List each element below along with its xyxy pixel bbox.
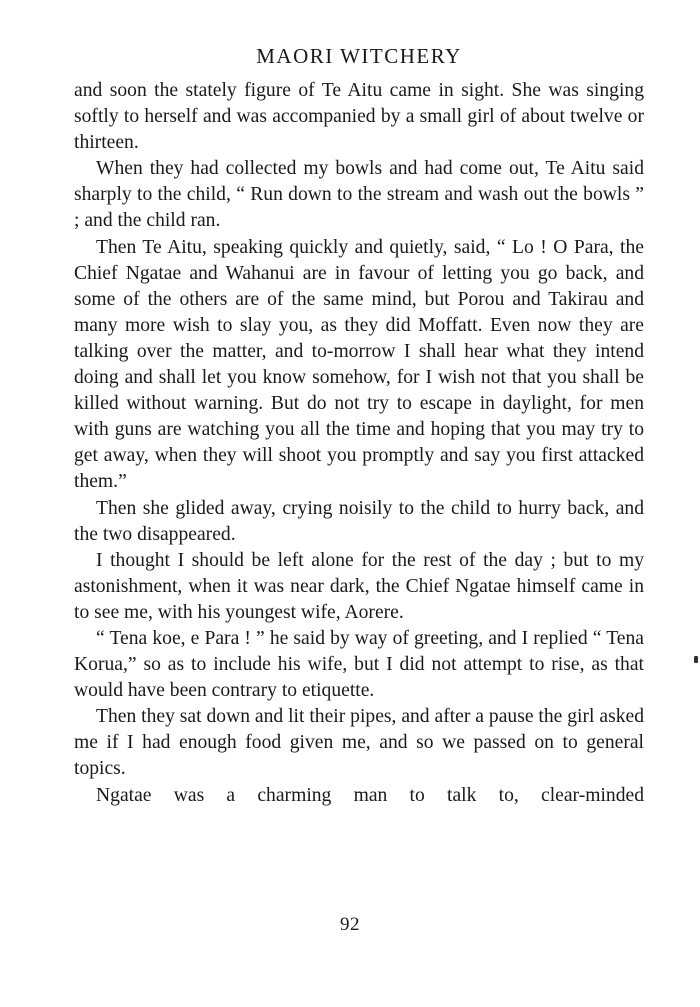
paragraph: I thought I should be left alone for the rest of the day ; but to my astonishment, when it was near dark, the Chief Ngatae himself came in to see me, with his youngest wife, Aorere. bbox=[74, 549, 644, 623]
paragraph: Then Te Aitu, speaking quickly and quietly, said, “ Lo ! O Para, the Chief Ngatae and Wahanui are in favour of letting you go back, and some of the others are of the same mind, but Porou and Takirau and many more wish to slay you, as they did Moffatt. Even now they are talking over the matter, and to-morrow I shall hear what they intend doing and shall let you know somehow, for I wish not that you shall be killed without warning. But do not try to escape in daylight, for men with guns are watching you all the time and hoping that you may try to get away, when they will shoot you promptly and say you first attacked them.” bbox=[74, 236, 644, 493]
paragraph: Then they sat down and lit their pipes, and after a pause the girl asked me if I had enough food given me, and so we passed on to general topics. bbox=[74, 706, 644, 780]
paragraph-last-line: Ngatae was a charming man to talk to, clear-minded bbox=[96, 784, 644, 806]
book-page bbox=[74, 36, 644, 809]
paragraph-continuation: and soon the stately figure of Te Aitu came in sight. She was singing softly to herself and was accompanied by a small girl of about twelve or thirteen. bbox=[74, 80, 644, 154]
paragraph: Then she glided away, crying noisily to the child to hurry back, and the two disappeared. bbox=[74, 497, 644, 545]
page-number: 92 bbox=[340, 914, 360, 935]
paragraph: “ Tena koe, e Para ! ” he said by way of greeting, and I replied “ Tena Korua,” so as to include his wife, but I did not attempt to rise, as that would have been contrary to etiquette. bbox=[74, 627, 644, 702]
running-title: MAORI WITCHERY bbox=[256, 44, 462, 68]
paragraph: When they had collected my bowls and had come out, Te Aitu said sharply to the child, “ Run down to the stream and wash out the bowls ” ; and the child ran. bbox=[74, 158, 644, 232]
scan-artifact bbox=[694, 656, 698, 663]
body-text bbox=[74, 78, 644, 809]
